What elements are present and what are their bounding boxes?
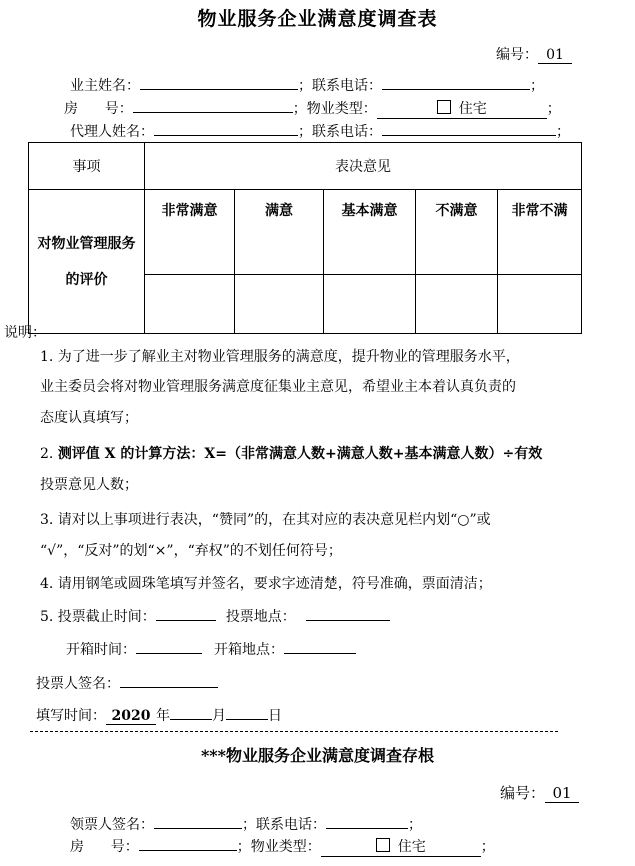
stub-phone-label: ；联系电话： (242, 817, 326, 833)
vote-table (28, 142, 582, 334)
vote-cell-very-satisfied[interactable] (145, 275, 235, 334)
month-field[interactable] (170, 705, 212, 720)
property-type-value: 住宅 (458, 101, 487, 117)
month-unit: 月 (212, 708, 226, 724)
vote-place-label: 投票地点： (225, 609, 296, 625)
agent-row (70, 121, 570, 141)
stub-serial-number (500, 782, 579, 803)
level-dissatisfied: 不满意 (416, 190, 498, 275)
vote-cell-satisfied[interactable] (235, 275, 324, 334)
vote-deadline-field[interactable] (156, 606, 216, 621)
signer-row (36, 673, 218, 693)
vote-cell-dissatisfied[interactable] (416, 275, 498, 334)
year-unit: 年 (156, 708, 170, 724)
stub-room-field[interactable] (139, 836, 237, 851)
level-basically-satisfied: 基本满意 (324, 190, 416, 275)
note-2-line-1 (40, 443, 542, 463)
stub-room-row (70, 836, 495, 857)
level-very-dissatisfied: 非常不满 (498, 190, 582, 275)
note-1-line-2: 业主委员会将对物业管理服务满意度征集业主意见，希望业主本着认真负责的 (40, 379, 516, 395)
note-3-line-2: “√”，“反对”的划“×”，“弃权”的不划任何符号； (40, 543, 342, 559)
agent-row-end: ； (556, 124, 570, 140)
serial-value: 01 (538, 47, 572, 64)
stub-serial-label: 编号： (500, 784, 546, 802)
serial-number (496, 44, 572, 64)
note-1-line-1: 1. 为了进一步了解业主对物业管理服务的满意度，提升物业的管理服务水平， (40, 349, 520, 365)
stub-room-row-end: ； (480, 839, 495, 855)
cut-line-divider (30, 731, 558, 732)
note-3-line-1: 3. 请对以上事项进行表决，“赞同”的，在其对应的表决意见栏内划“○”或 (40, 512, 491, 528)
room-label: 房 号： (64, 101, 133, 117)
stub-serial-value: 01 (545, 784, 579, 803)
room-row-end: ； (546, 101, 561, 117)
open-place-field[interactable] (284, 639, 356, 654)
vote-place-field[interactable] (306, 606, 390, 621)
serial-label: 编号： (496, 47, 538, 63)
item-label-cell (29, 190, 145, 334)
signer-label: 投票人签名： (36, 676, 120, 692)
checkbox-icon[interactable] (437, 100, 451, 114)
signer-field[interactable] (120, 673, 218, 688)
owner-phone-label: ；联系电话： (298, 78, 382, 94)
owner-row-end: ； (530, 78, 544, 94)
vote-cell-basically-satisfied[interactable] (324, 275, 416, 334)
room-row (64, 98, 561, 119)
note-5-row (40, 606, 390, 626)
open-place-label: 开箱地点： (214, 642, 284, 658)
stub-property-type-value: 住宅 (397, 839, 426, 855)
day-field[interactable] (226, 705, 268, 720)
date-label: 填写时间： (36, 708, 106, 724)
opinion-header: 表决意见 (145, 143, 582, 190)
matter-header: 事项 (29, 143, 145, 190)
stub-row-end: ； (408, 817, 422, 833)
vote-deadline-label: 5. 投票截止时间： (40, 609, 156, 625)
owner-name-field[interactable] (140, 75, 298, 90)
note-2-line-2: 投票意见人数； (40, 477, 138, 493)
stub-property-type-field[interactable] (321, 836, 481, 857)
vote-cell-very-dissatisfied[interactable] (498, 275, 582, 334)
stub-receiver-field[interactable] (154, 814, 242, 829)
stub-checkbox-icon[interactable] (376, 838, 390, 852)
date-row (36, 705, 282, 725)
note-4: 4. 请用钢笔或圆珠笔填写并签名，要求字迹清楚，符号准确，票面清洁； (40, 576, 492, 592)
stub-receiver-label: 领票人签名： (70, 817, 154, 833)
open-time-label: 开箱时间： (66, 642, 136, 658)
level-satisfied: 满意 (235, 190, 324, 275)
note-1-line-3: 态度认真填写； (40, 410, 138, 426)
note-2-prefix: 2. (40, 446, 58, 462)
room-field[interactable] (133, 98, 293, 113)
stub-receiver-row (70, 814, 422, 834)
property-type-field[interactable] (377, 98, 547, 119)
stub-phone-field[interactable] (326, 814, 408, 829)
note-2-formula: 测评值 X 的计算方法：X=（非常满意人数+满意人数+基本满意人数）÷有效 (57, 446, 543, 462)
agent-phone-label: ；联系电话： (298, 124, 382, 140)
owner-name-label: 业主姓名： (70, 78, 140, 94)
agent-phone-field[interactable] (382, 121, 556, 136)
day-unit: 日 (268, 708, 282, 724)
agent-name-label: 代理人姓名： (70, 124, 154, 140)
stub-room-label: 房 号： (70, 839, 139, 855)
stub-title: ***物业服务企业满意度调查存根 (200, 746, 435, 765)
stub-property-type-label: ；物业类型： (236, 839, 321, 855)
owner-row (70, 75, 544, 95)
level-very-satisfied: 非常满意 (145, 190, 235, 275)
form-title: 物业服务企业满意度调查表 (197, 8, 438, 30)
agent-name-field[interactable] (154, 121, 298, 136)
property-type-label: ；物业类型： (292, 101, 377, 117)
open-row (66, 639, 356, 659)
year-field[interactable]: 2020 (106, 708, 156, 725)
open-time-field[interactable] (136, 639, 202, 654)
notes-heading: 说明： (4, 325, 46, 341)
item-label: 对物业管理服务的评价 (37, 235, 136, 288)
owner-phone-field[interactable] (382, 75, 530, 90)
